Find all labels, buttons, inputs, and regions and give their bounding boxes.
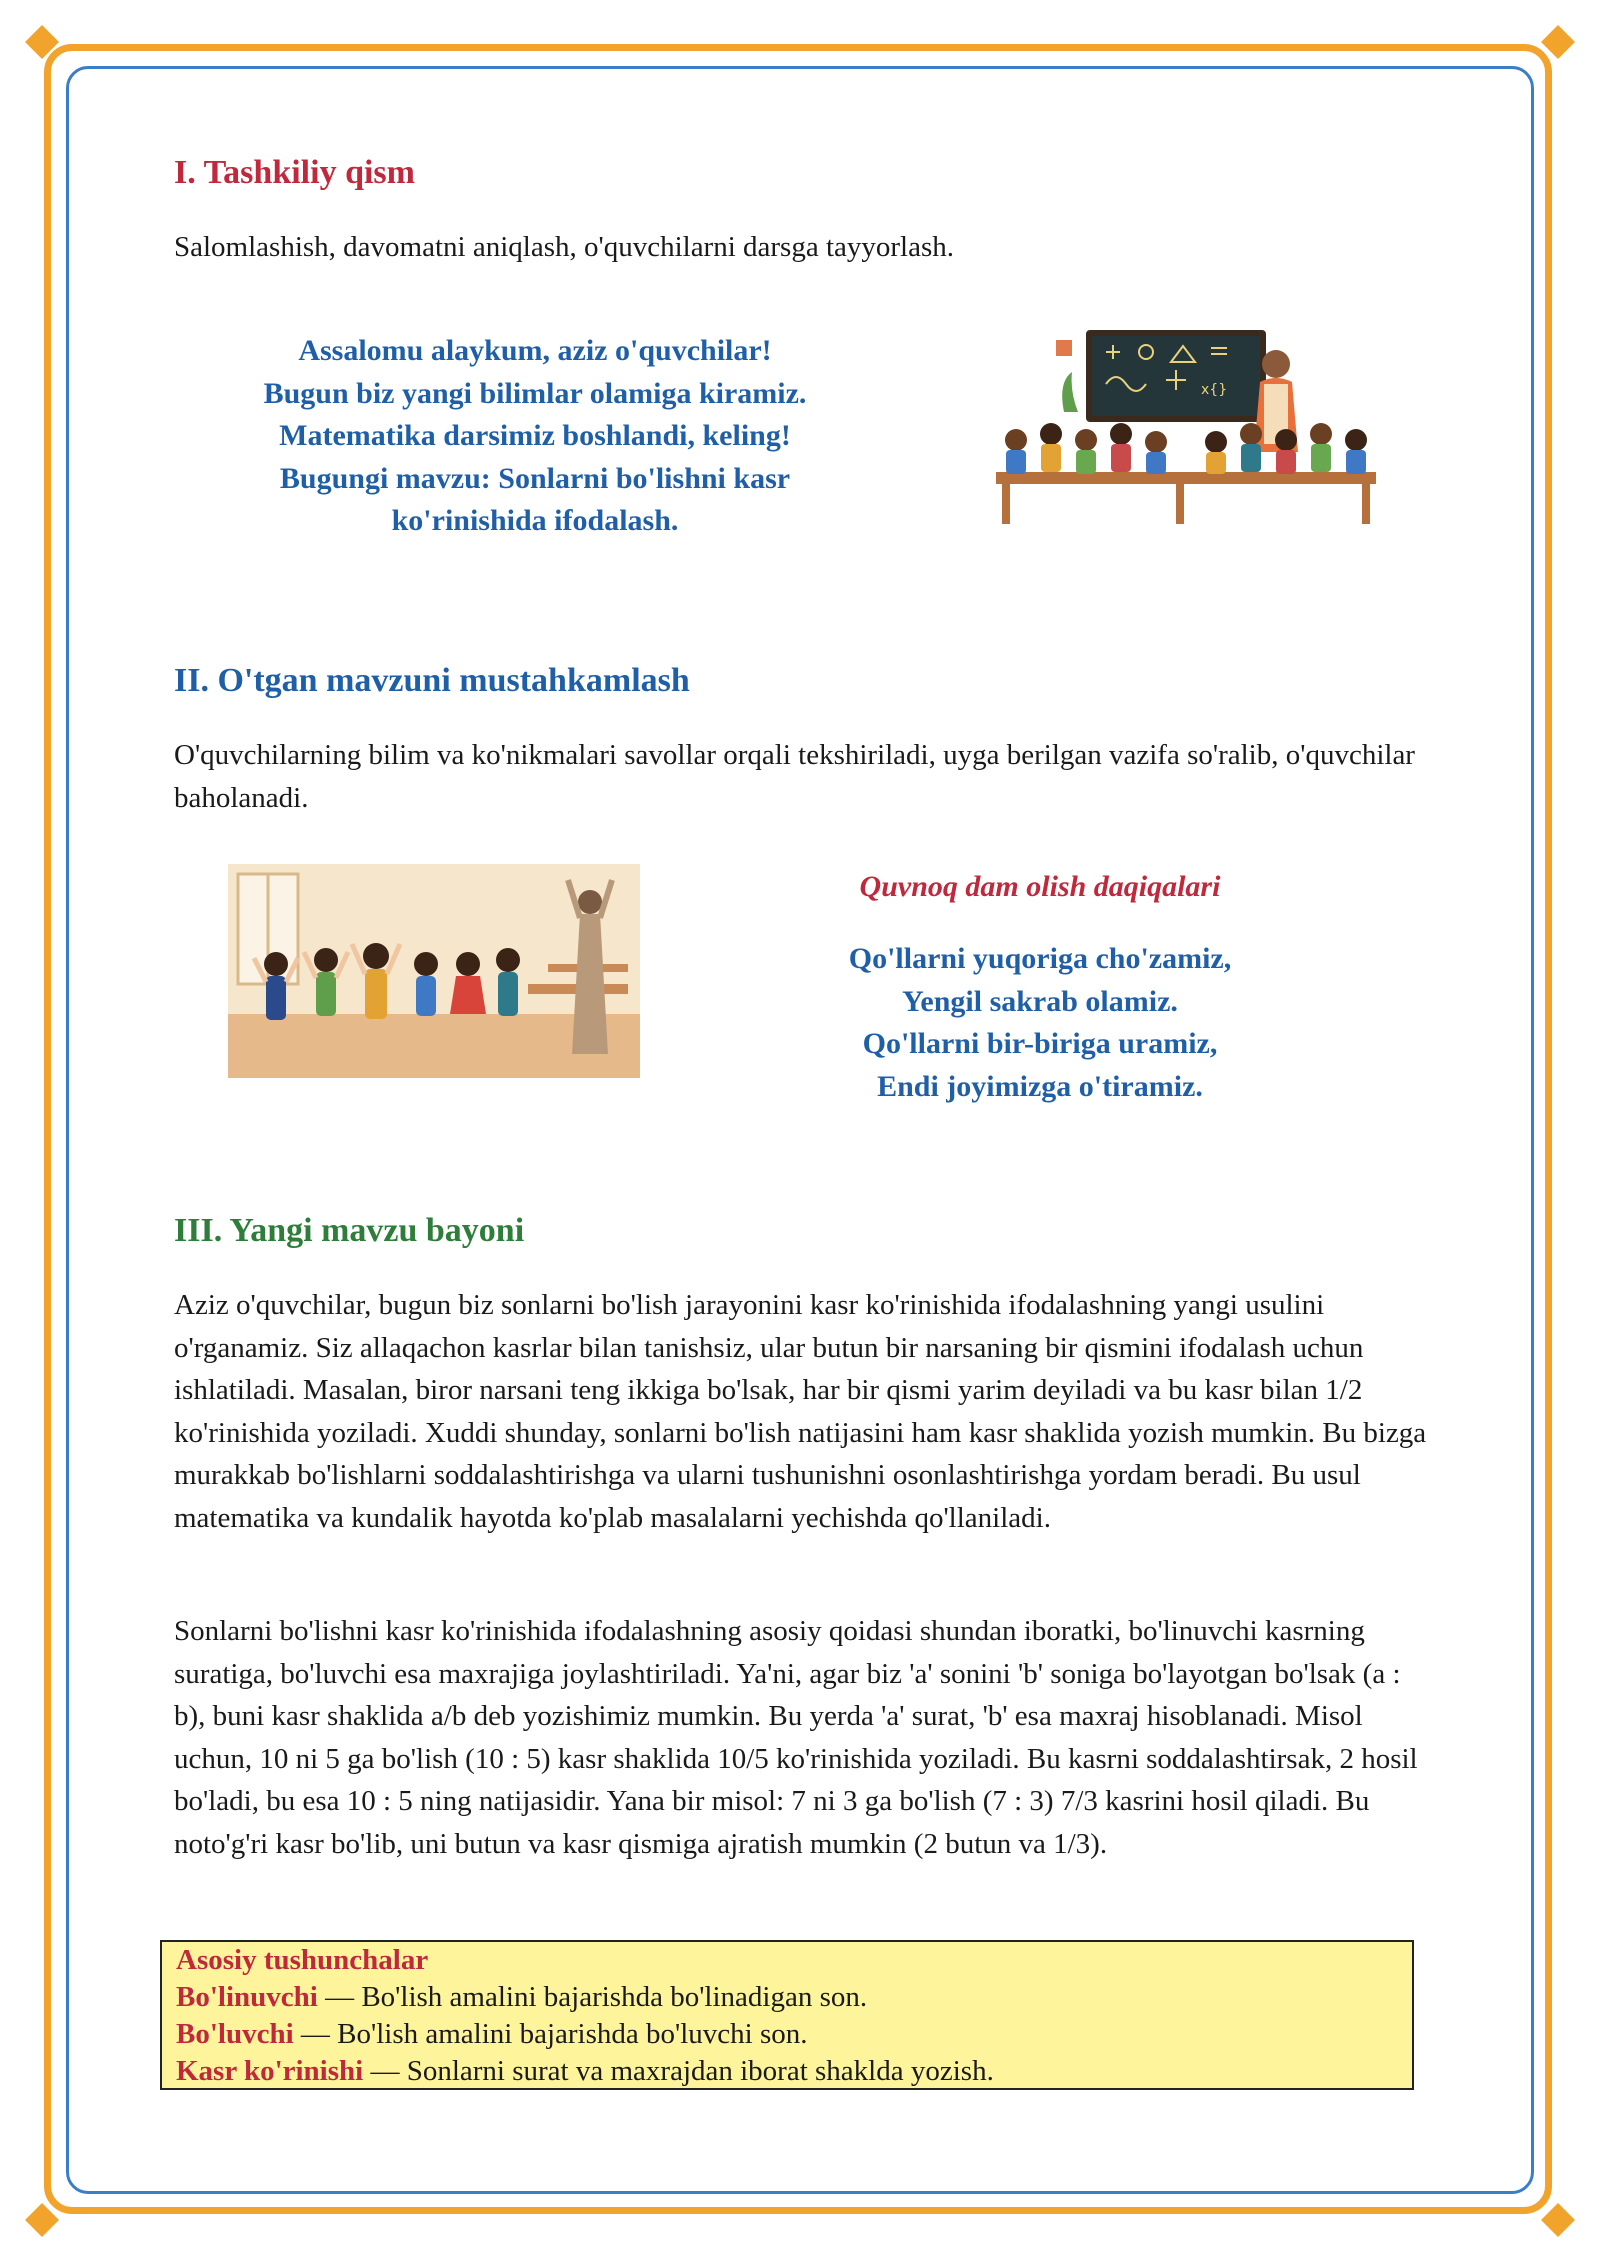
poem-line: Qo'llarni bir-biriga uramiz,	[862, 1027, 1218, 1060]
greeting-line: Bugun biz yangi bilimlar olamiga kiramiz.	[263, 376, 807, 410]
poem-line: Endi joyimizga o'tiramiz.	[877, 1069, 1203, 1103]
concept-term: Bo'linuvchi	[176, 1981, 318, 2013]
key-concept-item	[176, 2053, 1398, 2090]
concept-definition: — Sonlarni surat va maxrajdan iborat shaklda yozish.	[363, 2055, 994, 2087]
greeting-line: Bugungi mavzu: Sonlarni bo'lishni kasr	[279, 461, 791, 495]
concept-definition: — Bo'lish amalini bajarishda bo'linadigan son.	[317, 1981, 868, 2013]
key-concepts-title: Asosiy tushunchalar	[176, 1944, 429, 1976]
classroom-teacher-illustration	[976, 322, 1396, 532]
section3-paragraph1: Aziz o'quvchilar, bugun biz sonlarni bo'lish jarayonini kasr ko'rinishida ifodalashning yangi usulini o'rganamiz. Siz allaqachon kasrlar bilan tanishsiz, ular butun bir narsaning bir qismini ifodalash uchun ishlatiladi. Masalan, biror narsani teng ikkiga bo'lsak, har bir qismi yarim deyiladi va bu kasr bilan 1/2 ko'rinishida yoziladi. Xuddi shunday, sonlarni bo'lish natijasini ham kasr shaklida yozish mumkin. Bu bizga murakkab bo'lishlarni soddalashtirishga va ularni tushunishni osonlashtirishga yordam beradi. Bu usul matematika va kundalik hayotda ko'plab masalalarni yechishda qo'llaniladi.	[174, 1289, 1427, 1534]
greeting-line: Matematika darsimiz boshlandi, keling!	[279, 419, 791, 452]
greeting-line: Assalomu alaykum, aziz o'quvchilar!	[298, 334, 772, 367]
poem-title: Quvnoq dam olish daqiqalari	[859, 870, 1221, 903]
section3-paragraph2: Sonlarni bo'lishni kasr ko'rinishida ifodalashning asosiy qoidasi shundan iboratki, bo'linuvchi kasrning suratiga, bo'luvchi esa maxrajiga joylashtiriladi. Ya'ni, agar biz 'a' sonini 'b' soniga bo'layotgan bo'lsak (a : b), buni kasr shaklida a/b deb yozishimiz mumkin. Bu yerda 'a' surat, 'b' esa maxraj hisoblanadi. Misol uchun, 10 ni 5 ga bo'lish (10 : 5) kasr shaklida 10/5 ko'rinishida yoziladi. Bu kasrni soddalashtirsak, 2 hosil bo'ladi, bu esa 10 : 5 ning natijasidir. Yana bir misol: 7 ni 3 ga bo'lish (7 : 3) 7/3 kasrini hosil qiladi. Bu noto'g'ri kasr bo'lib, uni butun va kasr qismiga ajratish mumkin (2 butun va 1/3).	[174, 1615, 1418, 1860]
poem-line: Yengil sakrab olamiz.	[902, 984, 1178, 1018]
children-exercise-illustration	[228, 864, 640, 1078]
section2-text: O'quvchilarning bilim va ko'nikmalari savollar orqali tekshiriladi, uyga berilgan vazifa so'ralib, o'quvchilar baholanadi.	[174, 739, 1415, 814]
poem-line: Qo'llarni yuqoriga cho'zamiz,	[848, 942, 1232, 975]
svg-text:x{}: x{}	[1201, 382, 1228, 398]
section1-title: I. Tashkiliy qism	[174, 154, 415, 191]
section1-text: Salomlashish, davomatni aniqlash, o'quvchilarni darsga tayyorlash.	[174, 231, 955, 263]
poem-block	[790, 938, 1290, 1108]
greeting-block	[190, 330, 880, 543]
section3-title: III. Yangi mavzu bayoni	[174, 1212, 525, 1249]
key-concept-item	[176, 1979, 1398, 2016]
section2-title: II. O'tgan mavzuni mustahkamlash	[174, 662, 690, 699]
concept-definition: — Bo'lish amalini bajarishda bo'luvchi son.	[293, 2018, 808, 2050]
greeting-line: ko'rinishida ifodalash.	[391, 504, 679, 537]
key-concept-item	[176, 2016, 1398, 2053]
key-concepts-box	[160, 1940, 1414, 2090]
concept-term: Bo'luvchi	[176, 2018, 294, 2050]
concept-term: Kasr ko'rinishi	[176, 2055, 364, 2087]
